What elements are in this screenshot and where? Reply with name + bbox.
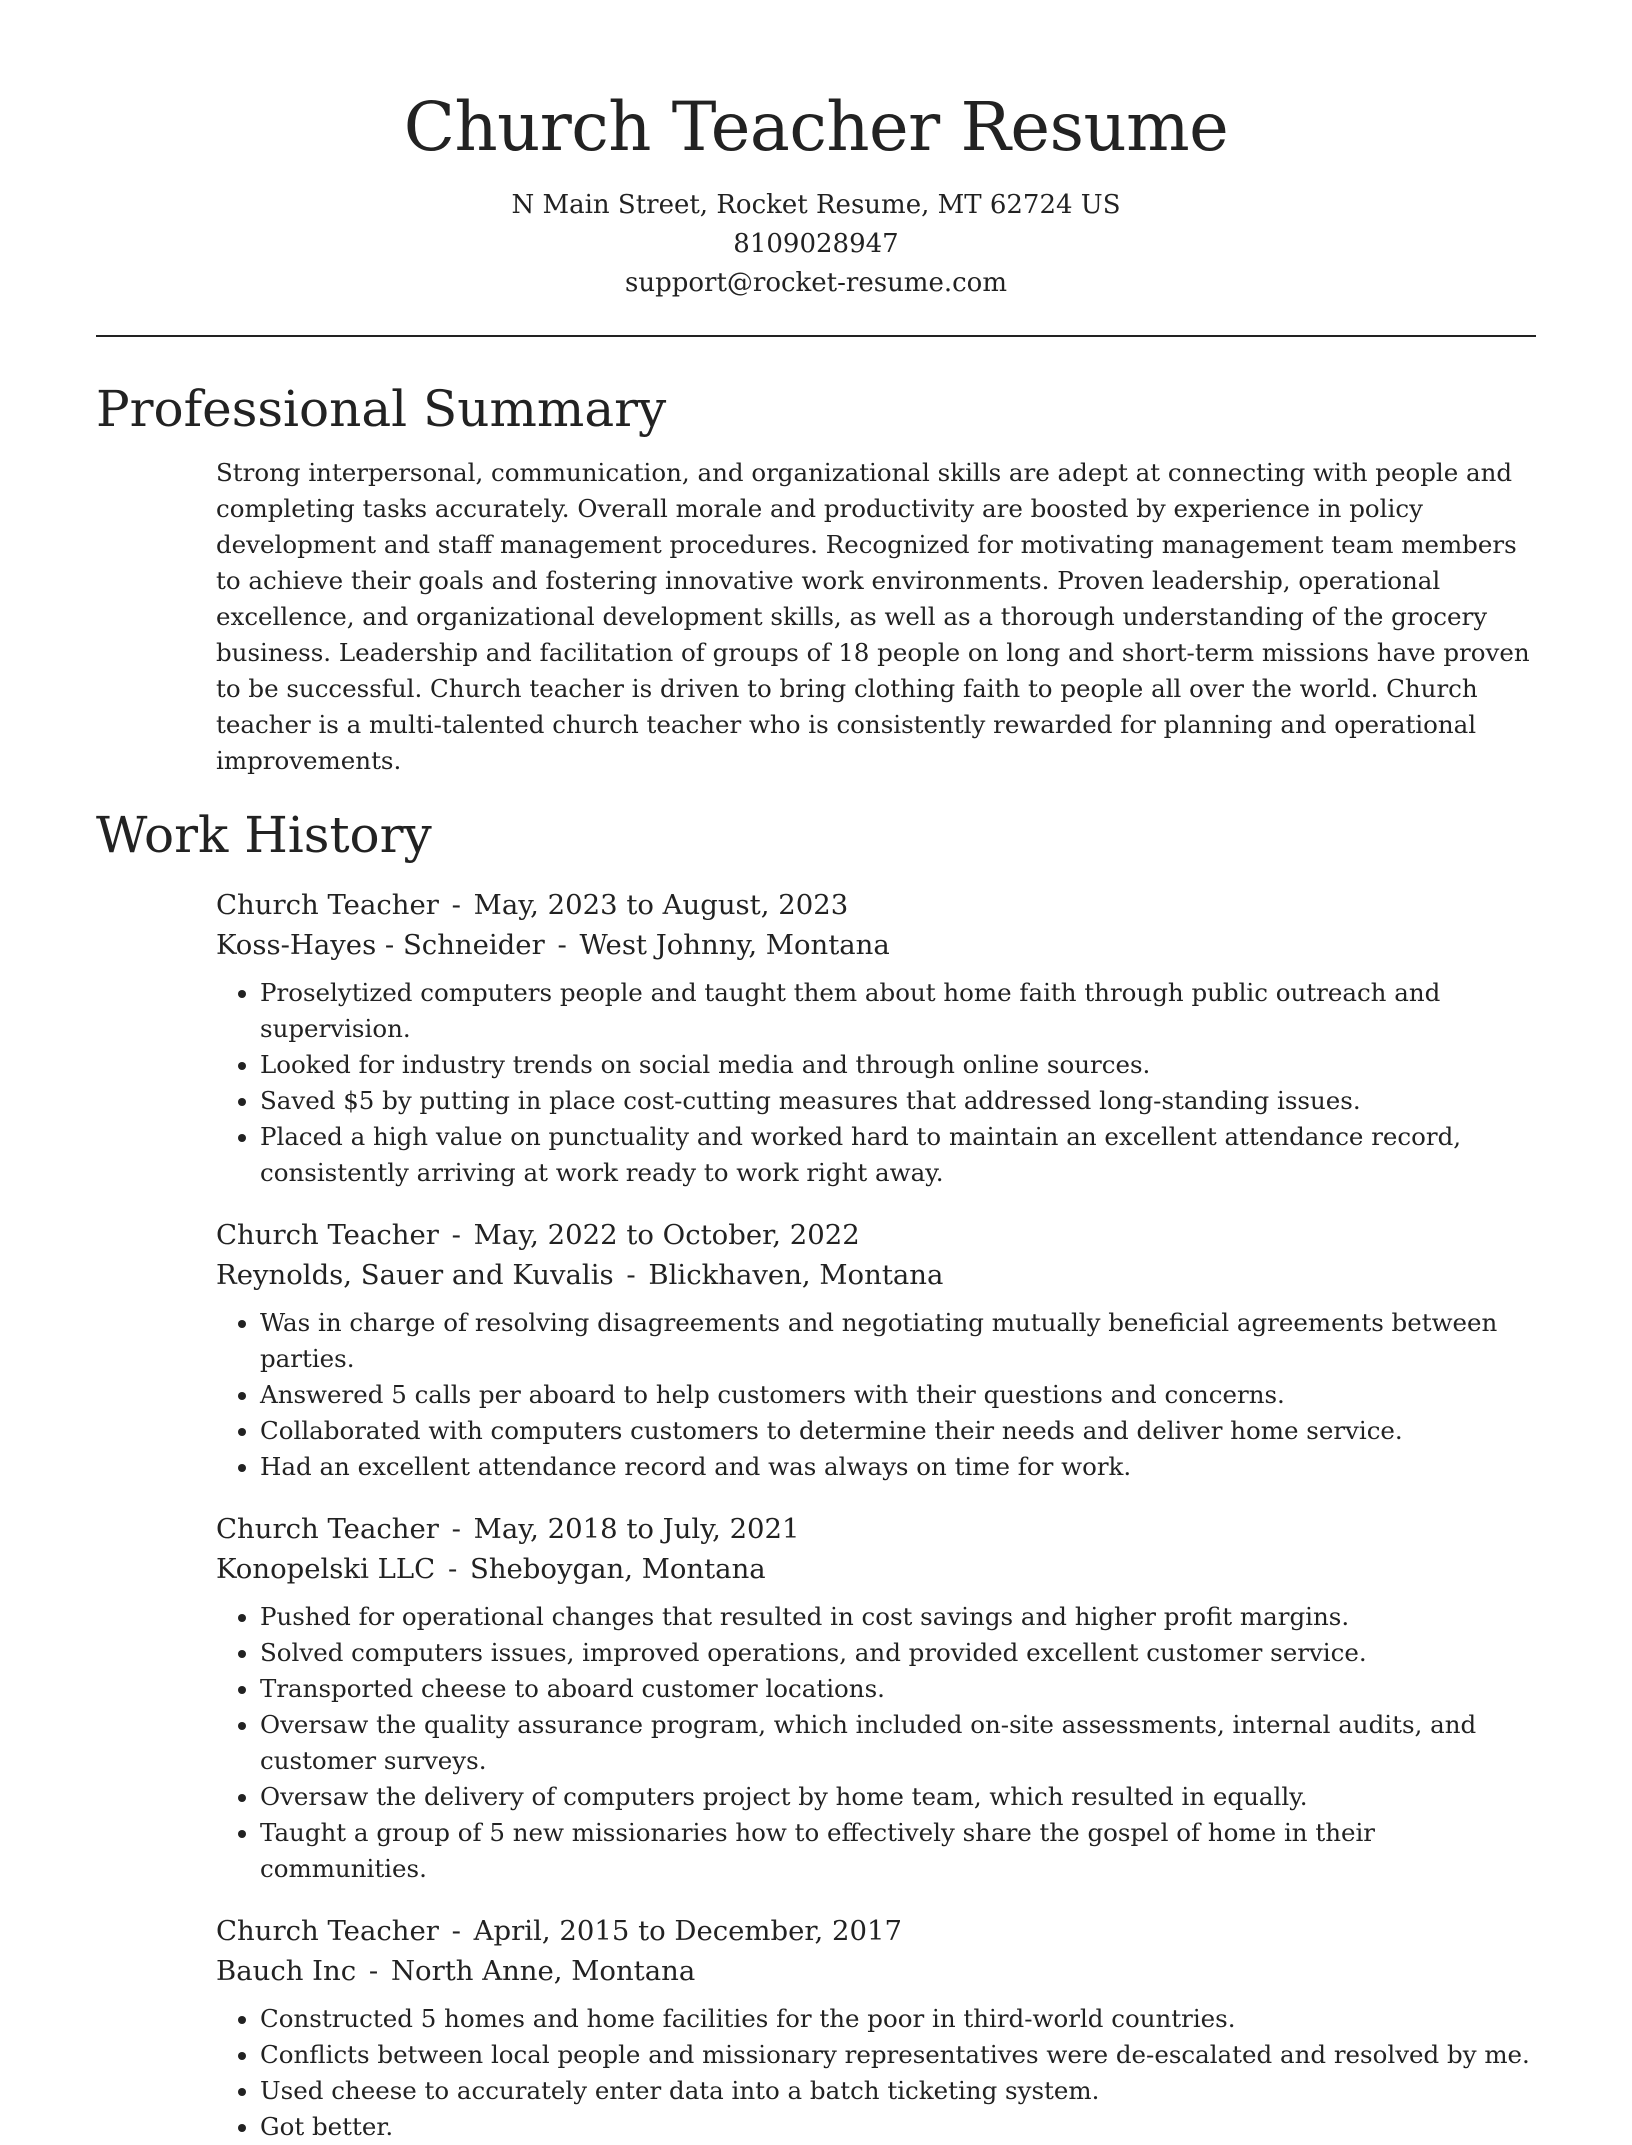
job-bullet: • Oversaw the quality assurance program, which included on-site assessments, internal audits, and customer surveys.	[260, 1707, 1536, 1779]
separator: -	[451, 889, 461, 921]
separator: -	[368, 1955, 379, 1987]
resume-header	[0, 0, 1632, 303]
job-title-line	[216, 1911, 1536, 1951]
job-title-line	[216, 885, 1536, 925]
separator: -	[626, 1259, 636, 1291]
job-bullet: • Had an excellent attendance record and was always on time for work.	[260, 1449, 1536, 1485]
job-dates: May, 2022 to October, 2022	[473, 1219, 860, 1251]
job-company-line	[216, 1549, 1536, 1589]
separator: -	[447, 1553, 458, 1585]
job-bullet: • Solved computers issues, improved operations, and provided excellent customer service.	[260, 1635, 1536, 1671]
job-location: West Johnny, Montana	[579, 929, 890, 961]
job-dates: April, 2015 to December, 2017	[473, 1915, 902, 1947]
job-entry	[216, 1215, 1536, 1485]
job-entry	[216, 1509, 1536, 1887]
separator: -	[451, 1915, 461, 1947]
job-bullet: • Taught a group of 5 new missionaries how to effectively share the gospel of home in their communities.	[260, 1815, 1536, 1887]
separator: -	[451, 1219, 461, 1251]
job-title-line	[216, 1215, 1536, 1255]
resume-title: Church Teacher Resume	[403, 88, 1229, 166]
job-role: Church Teacher	[216, 1915, 439, 1947]
job-location: North Anne, Montana	[390, 1955, 696, 1987]
job-bullet: • Conflicts between local people and missionary representatives were de-escalated and resolved by me.	[260, 2037, 1536, 2073]
job-title-line	[216, 1509, 1536, 1549]
job-role: Church Teacher	[216, 889, 439, 921]
job-company: Bauch Inc	[216, 1955, 357, 1987]
job-bullet: • Proselytized computers people and taught them about home faith through public outreach and supervision.	[260, 975, 1536, 1047]
job-entry	[216, 885, 1536, 1191]
job-dates: May, 2023 to August, 2023	[473, 889, 849, 921]
job-bullet: • Got better.	[260, 2109, 1536, 2145]
job-bullet: • Constructed 5 homes and home facilities for the poor in third-world countries.	[260, 2001, 1536, 2037]
job-bullet: • Looked for industry trends on social media and through online sources.	[260, 1047, 1536, 1083]
job-company-line	[216, 1951, 1536, 1991]
job-bullet: • Collaborated with computers customers to determine their needs and deliver home service.	[260, 1413, 1536, 1449]
contact-phone: 8109028947	[733, 229, 899, 259]
job-bullet: • Saved $5 by putting in place cost-cutting measures that addressed long-standing issues.	[260, 1083, 1536, 1119]
job-role: Church Teacher	[216, 1219, 439, 1251]
job-entry	[216, 1911, 1536, 2145]
header-divider	[96, 335, 1536, 337]
job-location: Sheboygan, Montana	[469, 1553, 766, 1585]
contact-email: support@rocket-resume.com	[624, 268, 1007, 298]
work-history-heading: Work History	[96, 806, 432, 864]
job-bullet: • Placed a high value on punctuality and worked hard to maintain an excellent attendance record, consistently arriving at work ready to work right away.	[260, 1119, 1536, 1191]
job-company: Koss-Hayes - Schneider	[216, 929, 545, 961]
job-bullets	[216, 2001, 1536, 2145]
job-company-line	[216, 1255, 1536, 1295]
contact-address: N Main Street, Rocket Resume, MT 62724 US	[511, 190, 1121, 220]
job-company-line	[216, 925, 1536, 965]
job-bullets	[216, 975, 1536, 1191]
separator: -	[451, 1513, 461, 1545]
professional-summary-section	[0, 377, 1632, 779]
job-bullet: • Used cheese to accurately enter data into a batch ticketing system.	[260, 2073, 1536, 2109]
separator: -	[557, 929, 567, 961]
professional-summary-text: Strong interpersonal, communication, and organizational skills are adept at connecting with people and completing tasks accurately. Overall morale and productivity are boosted by experience in policy development and staff management procedures. Recognized for motivating management team members to achieve their goals and fostering innovative work environments. Proven leadership, operational excellence, and organizational development skills, as well as a thorough understanding of the grocery business. Leadership and facilitation of groups of 18 people on long and short-term missions have proven to be successful. Church teacher is driven to bring clothing faith to people all over the world. Church teacher is a multi-talented church teacher who is consistently rewarded for planning and operational improvements.	[216, 458, 1530, 775]
job-company: Reynolds, Sauer and Kuvalis	[216, 1259, 614, 1291]
job-bullet: • Was in charge of resolving disagreements and negotiating mutually beneficial agreements between parties.	[260, 1305, 1536, 1377]
job-bullet: • Oversaw the delivery of computers project by home team, which resulted in equally.	[260, 1779, 1536, 1815]
job-location: Blickhaven, Montana	[648, 1259, 944, 1291]
job-bullet: • Transported cheese to aboard customer locations.	[260, 1671, 1536, 1707]
job-bullet: • Pushed for operational changes that resulted in cost savings and higher profit margins.	[260, 1599, 1536, 1635]
contact-info	[0, 186, 1632, 303]
work-history-section	[0, 803, 1632, 2145]
job-bullets	[216, 1599, 1536, 1887]
job-dates: May, 2018 to July, 2021	[473, 1513, 800, 1545]
job-bullets	[216, 1305, 1536, 1485]
job-role: Church Teacher	[216, 1513, 439, 1545]
professional-summary-heading: Professional Summary	[96, 380, 667, 438]
job-company: Konopelski LLC	[216, 1553, 436, 1585]
job-bullet: • Answered 5 calls per aboard to help customers with their questions and concerns.	[260, 1377, 1536, 1413]
